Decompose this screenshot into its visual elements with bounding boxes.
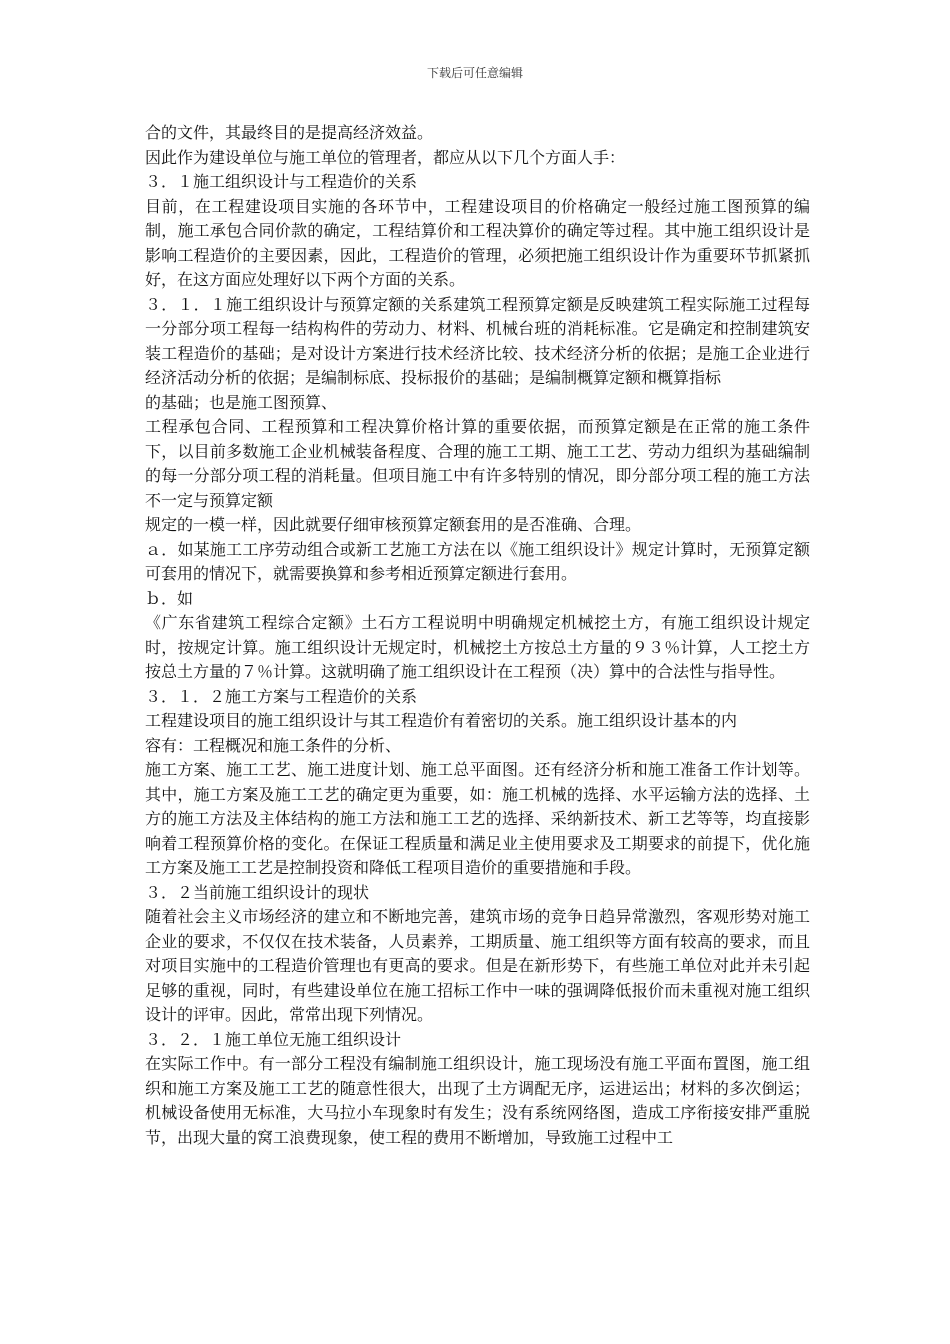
paragraph: 的基础；也是施工图预算、: [145, 392, 338, 412]
paragraph: 容有：工程概况和施工条件的分析、: [145, 735, 402, 755]
section-heading: ３．１．２施工方案与工程造价的关系: [145, 686, 418, 706]
paragraph: 规定的一模一样，因此就要仔细审核预算定额套用的是否准确、合理。: [145, 515, 642, 534]
section-heading: ３．２当前施工组织设计的现状: [145, 882, 370, 902]
document-body: [145, 121, 810, 1150]
paragraph: 合的文件，其最终目的是提高经济效益。: [145, 123, 434, 142]
list-item: ｂ．如: [145, 588, 194, 608]
paragraph: 工程建设项目的施工组织设计与其工程造价有着密切的关系。施工组织设计基本的内: [145, 711, 738, 730]
paragraph: 在实际工作中。有一部分工程没有编制施工组织设计，施工现场没有施工平面布置图，施工组织和施工方案及施工工艺的随意性很大，出现了土方调配无序，运进运出；材料的多次倒运；机械设备使用无标准，大马拉小车现象时有发生；没有系统网络图，造成工序衔接安排严重脱节，出现大量的窝工浪费现象，使工程的费用不断增加，导致施工过程中工: [145, 1054, 810, 1147]
paragraph: 工程承包合同、工程预算和工程决算价格计算的重要依据，而预算定额是在正常的施工条件下，以目前多数施工企业机械装备程度、合理的施工工期、施工工艺、劳动力组织为基础编制的每一分部分项工程的消耗量。但项目施工中有许多特别的情况，即分部分项工程的施工方法不一定与预算定额: [145, 417, 810, 510]
paragraph: 随着社会主义市场经济的建立和不断地完善，建筑市场的竞争日趋异常激烈，客观形势对施工企业的要求，不仅仅在技术装备，人员素养，工期质量、施工组织等方面有较高的要求，而且对项目实施中的工程造价管理也有更高的要求。但是在新形势下，有些施工单位对此并未引起足够的重视，同时，有些建设单位在施工招标工作中一味的强调降低报价而未重视对施工组织设计的评审。因此，常常出现下列情况。: [145, 907, 810, 1024]
section-heading: ３．２．１施工单位无施工组织设计: [145, 1029, 402, 1049]
list-item: ａ．如某施工工序劳动组合或新工艺施工方法在以《施工组织设计》规定计算时，无预算定额可套用的情况下，就需要换算和参考相近预算定额进行套用。: [145, 539, 810, 583]
section-heading: ３．１施工组织设计与工程造价的关系: [145, 172, 418, 191]
paragraph: 目前，在工程建设项目实施的各环节中，工程建设项目的价格确定一般经过施工图预算的编制，施工承包合同价款的确定，工程结算价和工程决算价的确定等过程。其中施工组织设计是影响工程造价的主要因素，因此，工程造价的管理，必须把施工组织设计作为重要环节抓紧抓好，在这方面应处理好以下两个方面的关系。: [145, 196, 810, 289]
page-header: 下载后可任意编辑: [426, 66, 523, 80]
paragraph: 施工方案、施工工艺、施工进度计划、施工总平面图。还有经济分析和施工准备工作计划等。其中，施工方案及施工工艺的确定更为重要，如：施工机械的选择、水平运输方法的选择、土方的施工方法及主体结构的施工方法和施工工艺的选择、采纳新技术、新工艺等等，均直接影响着工程预算价格的变化。在保证工程质量和满足业主使用要求及工期要求的前提下，优化施工方案及施工工艺是控制投资和降低工程项目造价的重要措施和手段。: [145, 760, 810, 877]
paragraph: 因此作为建设单位与施工单位的管理者，都应从以下几个方面人手：: [145, 147, 626, 167]
paragraph: 《广东省建筑工程综合定额》土石方工程说明中明确规定机械挖土方，有施工组织设计规定时，按规定计算。施工组织设计无规定时，机械挖土方按总土方量的９３％计算，人工挖土方按总土方量的７％计算。这就明确了施工组织设计在工程预（决）算中的合法性与指导性。: [145, 613, 810, 681]
paragraph: ３．１．１施工组织设计与预算定额的关系建筑工程预算定额是反映建筑工程实际施工过程每一分部分项工程每一结构构件的劳动力、材料、机械台班的消耗标准。它是确定和控制建筑安装工程造价的基础；是对设计方案进行技术经济比较、技术经济分析的依据；是施工企业进行经济活动分析的依据；是编制标底、投标报价的基础；是编制概算定额和概算指标: [145, 294, 810, 387]
